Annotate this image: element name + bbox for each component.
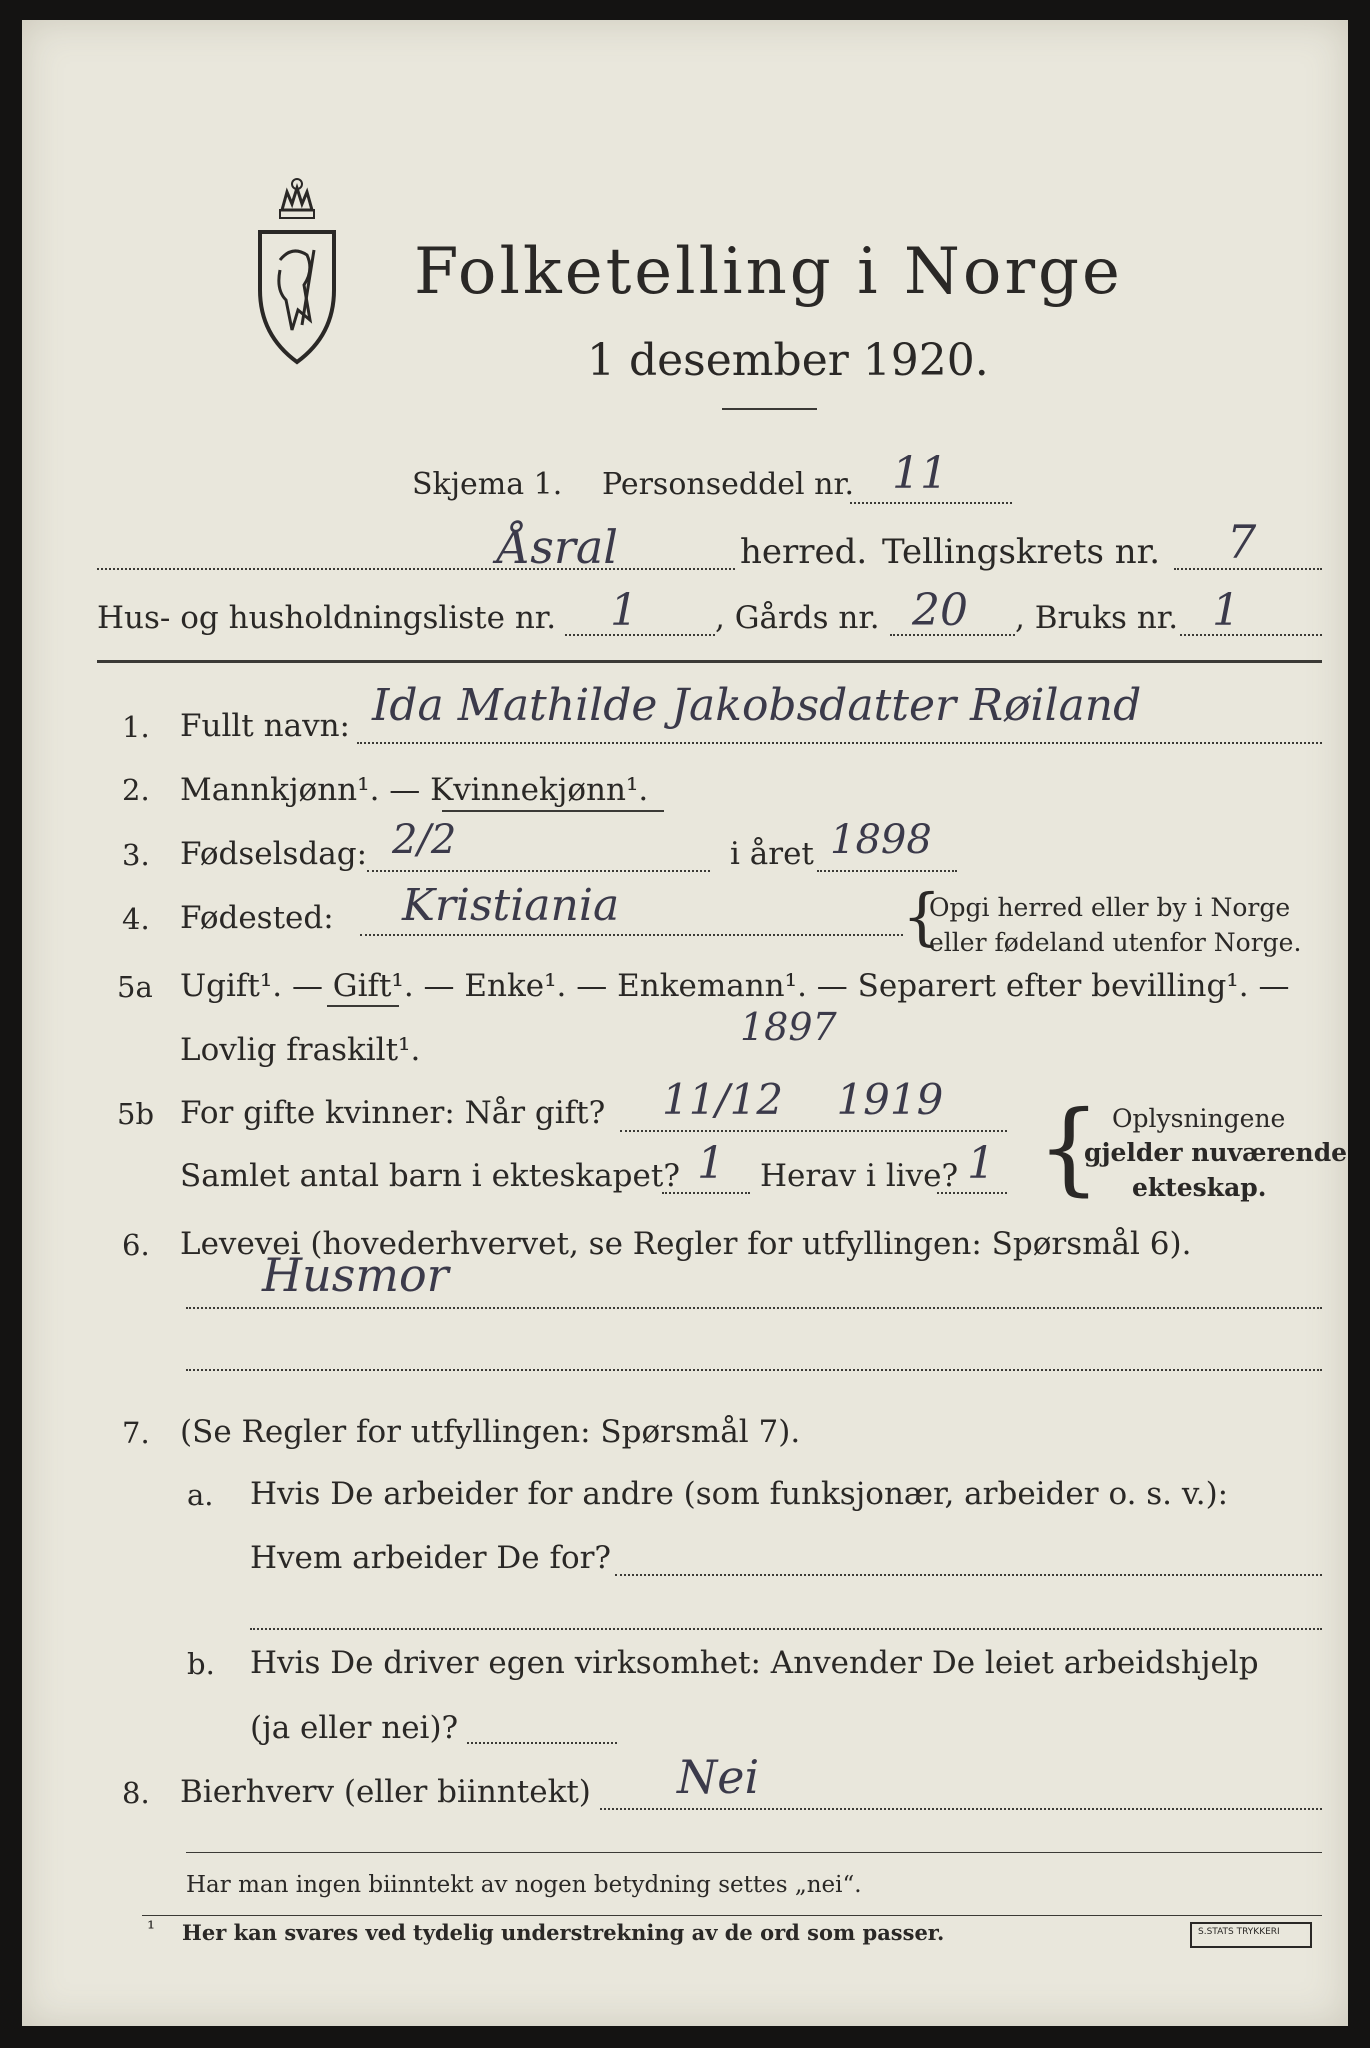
q8-number: 8. (122, 1776, 150, 1810)
levevei-value: Husmor (262, 1248, 449, 1302)
q7a-line1: Hvis De arbeider for andre (som funksjonær, arbeider o. s. v.): (250, 1476, 1229, 1512)
census-form (22, 20, 1348, 2026)
kvinnekjonn-underline (442, 810, 664, 812)
q7b-line1: Hvis De driver egen virksomhet: Anvender De leiet arbeidshjelp (250, 1645, 1259, 1681)
q3-label: Fødselsdag: (180, 836, 368, 872)
q5b-note-1: Oplysningene (1112, 1104, 1286, 1133)
q4-label: Fødested: (180, 900, 334, 936)
q5a-line1: Ugift¹. — Gift¹. — Enke¹. — Enkemann¹. — Separert efter bevilling¹. — (180, 968, 1290, 1004)
q8-label: Bierhverv (eller biinntekt) (180, 1774, 591, 1810)
q2-number: 2. (122, 773, 150, 807)
q5b-brace: { (1037, 1089, 1101, 1206)
gards-value: 20 (912, 585, 968, 636)
herred-value: Åsral (497, 520, 618, 574)
fodselsdag-field[interactable] (367, 870, 710, 872)
naar-gift-field[interactable] (620, 1130, 1007, 1132)
fodested-note-2: eller fødeland utenfor Norge. (929, 928, 1302, 957)
q6-number: 6. (122, 1228, 150, 1262)
footnote-text: Her kan svares ved tydelig understrekning av de ord som passer. (182, 1920, 945, 1945)
q7a-letter: a. (187, 1478, 214, 1512)
bruks-value: 1 (1212, 585, 1240, 636)
personseddel-label: Personseddel nr. (602, 467, 855, 502)
leiet-arbeidshjelp-field[interactable] (467, 1742, 617, 1744)
herav-i-live-value: 1 (967, 1138, 995, 1189)
q5b-label1: For gifte kvinner: Når gift? (180, 1095, 606, 1131)
herred-label: herred. (740, 532, 868, 572)
personseddel-field[interactable] (850, 502, 1012, 504)
aaret-value: 1898 (830, 817, 932, 863)
title-divider (722, 408, 817, 410)
footer-divider (186, 1852, 1322, 1853)
q1-number: 1. (122, 710, 150, 744)
fodested-note-1: Opgi herred eller by i Norge (929, 893, 1291, 922)
q5b-note-3: ekteskap. (1132, 1173, 1267, 1202)
q7-label: (Se Regler for utfyllingen: Spørsmål 7). (180, 1414, 801, 1450)
q2-label: Mannkjønn¹. — Kvinnekjønn¹. (180, 772, 649, 808)
husliste-label: Hus- og husholdningsliste nr. (97, 600, 557, 636)
fullt-navn-field[interactable] (357, 742, 1322, 744)
fodested-brace: { (902, 880, 942, 953)
husliste-value: 1 (610, 585, 638, 636)
q7b-letter: b. (187, 1647, 215, 1681)
footnote-divider (142, 1915, 1322, 1916)
fodested-field[interactable] (360, 934, 903, 936)
fodselsdag-value: 2/2 (392, 817, 457, 863)
husliste-field[interactable] (565, 634, 715, 636)
q5a-line2: Lovlig fraskilt¹. (180, 1032, 421, 1068)
q7a-line2: Hvem arbeider De for? (250, 1540, 612, 1576)
aaret-label: i året (730, 836, 814, 872)
q5a-margin-note: 1897 (740, 1005, 837, 1049)
bruks-field[interactable] (1180, 634, 1322, 636)
form-date: 1 desember 1920. (587, 335, 989, 386)
tellingskrets-value: 7 (1227, 515, 1257, 569)
arbeider-for-field-1[interactable] (615, 1574, 1322, 1576)
antal-barn-value: 1 (697, 1138, 725, 1189)
levevei-field-2[interactable] (186, 1369, 1322, 1371)
q5b-note-2: gjelder nuværende (1084, 1138, 1348, 1167)
footer-note: Har man ingen biinntekt av nogen betydning settes „nei“. (186, 1872, 862, 1898)
fodested-value: Kristiania (402, 880, 620, 931)
q7-number: 7. (122, 1416, 150, 1450)
footnote-mark: ¹ (147, 1916, 156, 1940)
q4-number: 4. (122, 902, 150, 936)
q5b-number: 5b (117, 1097, 155, 1131)
printer-stamp-text: S.STATS TRYKKERI (1198, 1927, 1280, 1937)
printer-stamp (1190, 1922, 1312, 1948)
form-title: Folketelling i Norge (414, 235, 1123, 309)
aaret-field[interactable] (817, 870, 957, 872)
q7b-line2: (ja eller nei)? (250, 1710, 459, 1746)
skjema-label: Skjema 1. (412, 467, 563, 502)
personseddel-value: 11 (892, 448, 948, 499)
q5b-label3: Herav i live? (760, 1158, 959, 1194)
q1-label: Fullt navn: (180, 708, 350, 744)
arbeider-for-field-2[interactable] (250, 1628, 1322, 1630)
q3-number: 3. (122, 838, 150, 872)
herav-i-live-field[interactable] (937, 1192, 1007, 1194)
bruks-label: , Bruks nr. (1015, 600, 1179, 636)
norwegian-coat-of-arms-icon (252, 170, 342, 370)
bierhverv-value: Nei (677, 1750, 760, 1804)
fullt-navn-value: Ida Mathilde Jakobsdatter Røiland (372, 680, 1142, 731)
levevei-field-1[interactable] (186, 1307, 1322, 1309)
bierhverv-field[interactable] (600, 1808, 1322, 1810)
naar-gift-value: 11/12 1919 (662, 1075, 944, 1124)
header-divider (97, 660, 1322, 663)
gift-underline (327, 1005, 399, 1007)
herred-field[interactable] (97, 568, 735, 570)
q5a-number: 5a (117, 970, 153, 1004)
antal-barn-field[interactable] (662, 1192, 750, 1194)
tellingskrets-label: Tellingskrets nr. (882, 532, 1161, 572)
gards-label: , Gårds nr. (715, 600, 880, 636)
q5b-label2: Samlet antal barn i ekteskapet? (180, 1158, 680, 1194)
q6-label: Levevei (hovederhvervet, se Regler for utfyllingen: Spørsmål 6). (180, 1226, 1192, 1262)
